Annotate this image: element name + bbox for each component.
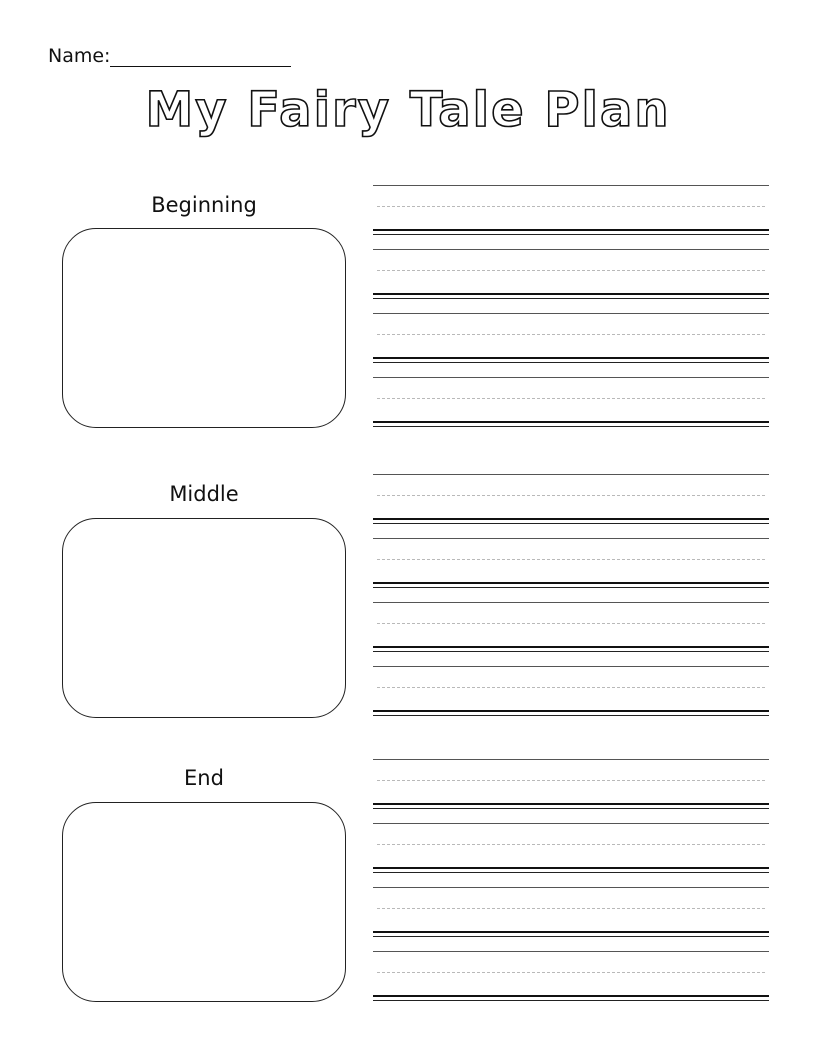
name-label: Name: <box>48 45 111 67</box>
name-write-line[interactable] <box>110 66 291 67</box>
writing-row[interactable] <box>373 313 769 365</box>
writing-row[interactable] <box>373 474 769 526</box>
writing-row[interactable] <box>373 951 769 1003</box>
writing-row[interactable] <box>373 666 769 718</box>
writing-row[interactable] <box>373 602 769 654</box>
section-label-beginning: Beginning <box>151 193 257 217</box>
writing-row[interactable] <box>373 185 769 237</box>
writing-row[interactable] <box>373 538 769 590</box>
drawing-box-beginning[interactable] <box>62 228 346 428</box>
drawing-box-middle[interactable] <box>62 518 346 718</box>
writing-row[interactable] <box>373 759 769 811</box>
page-title: My Fairy Tale Plan <box>145 82 671 138</box>
section-label-middle: Middle <box>169 482 239 506</box>
drawing-box-end[interactable] <box>62 802 346 1002</box>
writing-row[interactable] <box>373 887 769 939</box>
writing-row[interactable] <box>373 377 769 429</box>
section-label-end: End <box>184 766 224 790</box>
writing-row[interactable] <box>373 823 769 875</box>
writing-row[interactable] <box>373 249 769 301</box>
